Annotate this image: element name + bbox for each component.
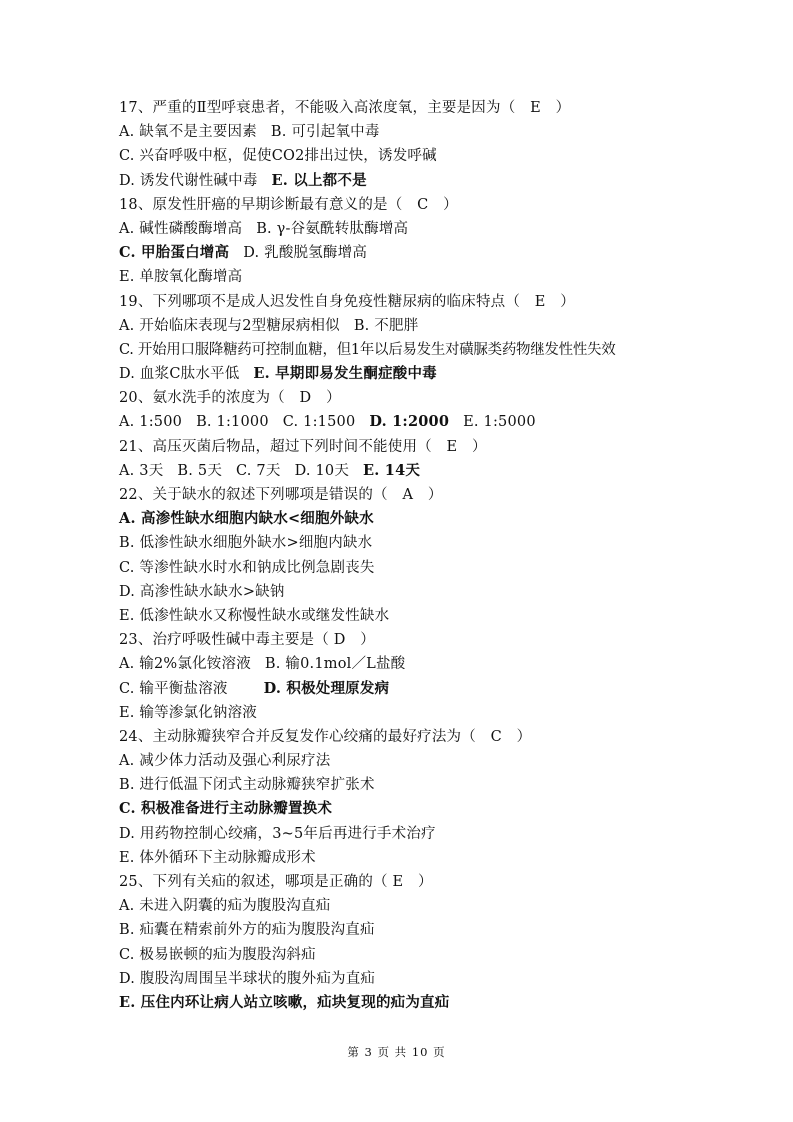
question-22-option-b: B. 低渗性缺水细胞外缺水>细胞内缺水 bbox=[119, 535, 373, 552]
question-25-option-d: D. 腹股沟周围呈半球状的腹外疝为直疝 bbox=[119, 970, 376, 987]
question-21-option-c: C. 7天 bbox=[236, 462, 281, 479]
question-17-option-d: D. 诱发代谢性碱中毒 bbox=[119, 172, 258, 189]
question-21-option-b: B. 5天 bbox=[177, 462, 223, 479]
question-24-option-d: D. 用药物控制心绞痛，3~5年后再进行手术治疗 bbox=[119, 825, 436, 842]
question-18-option-c-answer: C. 甲胎蛋白增高 bbox=[119, 244, 230, 262]
question-20-option-e: E. 1:5000 bbox=[463, 414, 536, 431]
question-23-options-ab bbox=[119, 652, 679, 676]
question-18-options-cd bbox=[119, 241, 679, 265]
question-19-option-a: A. 开始临床表现与2型糖尿病相似 bbox=[119, 317, 340, 334]
question-19-option-b: B. 不肥胖 bbox=[353, 317, 419, 334]
question-22-option-d: D. 高渗性缺水缺水>缺钠 bbox=[119, 583, 285, 600]
question-22-option-a-answer: A. 高渗性缺水细胞内缺水<细胞外缺水 bbox=[119, 510, 374, 528]
question-19-options-de bbox=[119, 362, 679, 386]
question-18-option-d: D. 乳酸脱氢酶增高 bbox=[243, 245, 368, 262]
question-23-option-d-answer: D. 积极处理原发病 bbox=[263, 679, 390, 697]
question-24-option-a: A. 减少体力活动及强心利尿疗法 bbox=[119, 753, 331, 770]
question-24-option-c-answer: C. 积极准备进行主动脉瓣置换术 bbox=[119, 800, 333, 818]
question-23-options-cd bbox=[119, 677, 679, 701]
question-21-option-e-answer: E. 14天 bbox=[363, 461, 421, 479]
question-25-option-a: A. 未进入阴囊的疝为腹股沟直疝 bbox=[119, 898, 331, 915]
question-25-option-b: B. 疝囊在精索前外方的疝为腹股沟直疝 bbox=[119, 922, 375, 939]
question-22-stem: 22、关于缺水的叙述下列哪项是错误的（ A ） bbox=[119, 487, 443, 503]
question-17-stem: 17、严重的Ⅱ型呼衰患者，不能吸入高浓度氧，主要是因为（ E ） bbox=[119, 100, 571, 116]
question-24-option-b: B. 进行低温下闭式主动脉瓣狭窄扩张术 bbox=[119, 777, 375, 794]
question-21-option-d: D. 10天 bbox=[294, 462, 350, 479]
question-20-option-a: A. 1:500 bbox=[119, 414, 183, 431]
question-25-stem: 25、下列有关疝的叙述，哪项是正确的（ E ） bbox=[119, 874, 433, 890]
question-19-option-c: C. 开始用口服降糖药可控制血糖，但1年以后易发生对磺脲类药物继发性性失效 bbox=[119, 341, 616, 358]
question-23-option-b: B. 输0.1mol／L盐酸 bbox=[264, 656, 406, 673]
question-17-options-ab bbox=[119, 120, 679, 144]
question-25-option-e-answer: E. 压住内环让病人站立咳嗽，疝块复现的疝为直疝 bbox=[119, 993, 450, 1011]
question-20-stem: 20、氨水洗手的浓度为（ D ） bbox=[119, 390, 341, 407]
question-21-options bbox=[119, 459, 679, 483]
question-22-option-c: C. 等渗性缺水时水和钠成比例急剧丧失 bbox=[119, 559, 375, 576]
question-17-option-c: C. 兴奋呼吸中枢，促使CO2排出过快，诱发呼碱 bbox=[119, 148, 437, 165]
question-17-option-a: A. 缺氧不是主要因素 bbox=[119, 124, 257, 141]
question-23-option-e: E. 输等渗氯化钠溶液 bbox=[119, 704, 258, 721]
question-24-stem: 24、主动脉瓣狭窄合并反复发作心绞痛的最好疗法为（ C ） bbox=[119, 728, 532, 745]
question-19-options-ab bbox=[119, 314, 679, 338]
question-18-option-e: E. 单胺氧化酶增高 bbox=[119, 269, 243, 286]
question-18-stem: 18、原发性肝癌的早期诊断最有意义的是（ C ） bbox=[119, 196, 458, 213]
question-19-option-d: D. 血浆C肽水平低 bbox=[119, 366, 240, 383]
question-25-option-c: C. 极易嵌顿的疝为腹股沟斜疝 bbox=[119, 946, 316, 963]
question-18-option-a: A. 碱性磷酸酶增高 bbox=[119, 220, 243, 237]
question-20-options bbox=[119, 410, 679, 434]
question-23-option-c: C. 输平衡盐溶液 bbox=[119, 680, 228, 697]
question-24-option-e: E. 体外循环下主动脉瓣成形术 bbox=[119, 849, 316, 866]
question-23-option-a: A. 输2%氯化铵溶液 bbox=[119, 656, 251, 673]
question-19-option-e-answer: E. 早期即易发生酮症酸中毒 bbox=[253, 365, 437, 383]
question-20-option-c: C. 1:1500 bbox=[282, 414, 356, 431]
question-list bbox=[119, 96, 679, 1015]
page-footer: 第 3 页 共 10 页 bbox=[347, 1045, 446, 1059]
question-22-option-e: E. 低渗性缺水又称慢性缺水或继发性缺水 bbox=[119, 607, 390, 624]
question-18-options-ab bbox=[119, 217, 679, 241]
question-18-option-b: B. γ-谷氨酰转肽酶增高 bbox=[256, 220, 409, 237]
question-17-option-e-answer: E. 以上都不是 bbox=[271, 171, 367, 189]
question-19-stem: 19、下列哪项不是成人迟发性自身免疫性糖尿病的临床特点（ E ） bbox=[119, 293, 575, 310]
question-21-option-a: A. 3天 bbox=[119, 462, 164, 479]
question-17-option-b: B. 可引起氧中毒 bbox=[270, 124, 380, 141]
question-17-options-de bbox=[119, 169, 679, 193]
question-21-stem: 21、高压灭菌后物品，超过下列时间不能使用（ E ） bbox=[119, 438, 487, 455]
question-20-option-b: B. 1:1000 bbox=[196, 414, 269, 431]
question-23-stem: 23、治疗呼吸性碱中毒主要是（ D ） bbox=[119, 632, 375, 649]
question-20-option-d-answer: D. 1:2000 bbox=[369, 413, 450, 431]
